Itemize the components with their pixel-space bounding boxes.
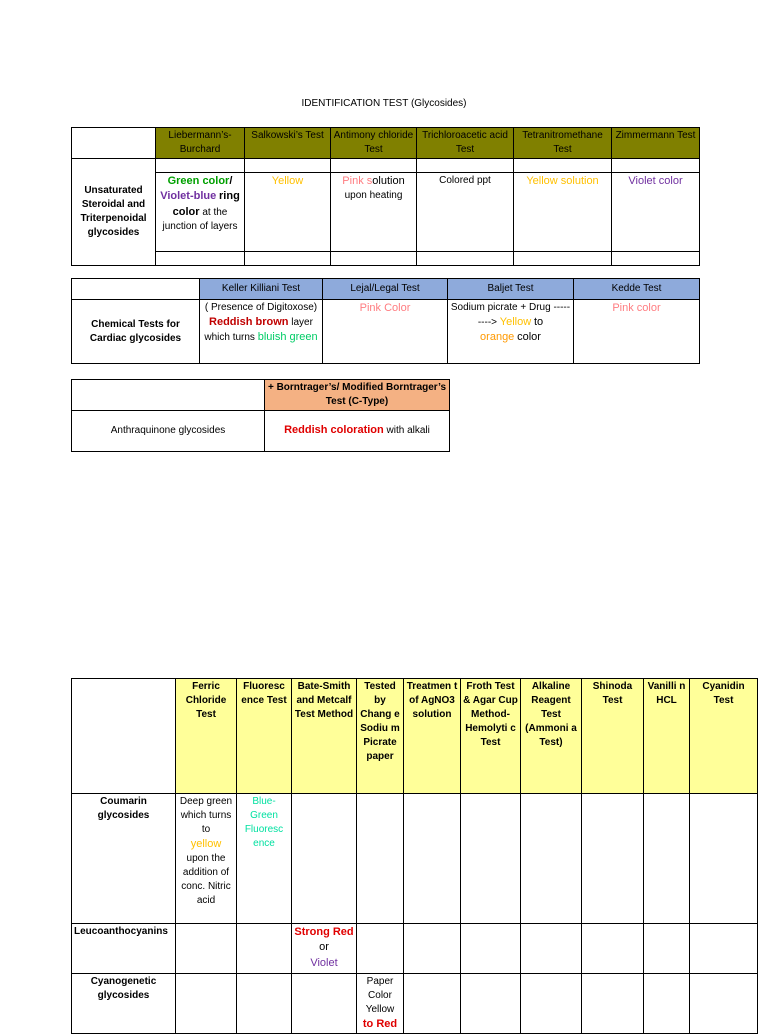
cell-zimmermann: Violet color: [612, 173, 700, 252]
header-legal: Lejal/Legal Test: [323, 279, 448, 300]
row-label-leucoanthocyanins: Leucoanthocyanins: [72, 924, 176, 974]
header-salkowski: Salkowski’s Test: [245, 128, 331, 159]
cell-tca: Colored ppt: [417, 173, 514, 252]
cell-tnm: Yellow solution: [514, 173, 612, 252]
header-ferric: Ferric Chloride Test: [176, 679, 237, 794]
header-alkaline: Alkaline Reagent Test (Ammoni a Test): [521, 679, 582, 794]
header-vanillin: Vanilli n HCL: [644, 679, 690, 794]
header-keller: Keller Killiani Test: [200, 279, 323, 300]
empty-cell: [72, 128, 156, 159]
row-label-steroidal: Unsaturated Steroidal and Triterpenoidal glycosides: [72, 159, 156, 266]
header-cyanidin: Cyanidin Test: [690, 679, 758, 794]
row-label-coumarin: Coumarin glycosides: [72, 794, 176, 924]
header-picrate: Tested by Chang e Sodiu m Picrate paper: [357, 679, 404, 794]
cell-keller: ( Presence of Digitoxose) Reddish brown layer which turns bluish green: [200, 300, 323, 364]
cell-baljet: Sodium picrate + Drug ---------> Yellow to orange color: [448, 300, 574, 364]
cell-cyano-picrate: Paper Color Yellow to Red: [357, 974, 404, 1034]
cell-legal: Pink Color: [323, 300, 448, 364]
cell-salkowski: Yellow: [245, 173, 331, 252]
empty-cell: [72, 380, 265, 411]
cell-leuco-bate-smith: Strong Red or Violet: [292, 924, 357, 974]
cell-coumarin-ferric: Deep green which turns to yellow upon the addition of conc. Nitric acid: [176, 794, 237, 924]
empty-cell: [72, 279, 200, 300]
header-tca: Trichloroacetic acid Test: [417, 128, 514, 159]
cell-borntrager: Reddish coloration with alkali: [265, 411, 450, 452]
header-liebermann: Liebermann’s-Burchard: [156, 128, 245, 159]
header-zimmermann: Zimmermann Test: [612, 128, 700, 159]
header-baljet: Baljet Test: [448, 279, 574, 300]
other-glycosides-table: [71, 678, 758, 1034]
header-agno3: Treatmen t of AgNO3 solution: [404, 679, 461, 794]
cell-liebermann: Green color/ Violet-blue ring color at the junction of layers: [156, 173, 245, 252]
row-label-cyanogenetic: Cyanogenetic glycosides: [72, 974, 176, 1034]
header-shinoda: Shinoda Test: [582, 679, 644, 794]
page-title: IDENTIFICATION TEST (Glycosides): [301, 98, 467, 109]
header-bate-smith: Bate-Smith and Metcalf Test Method: [292, 679, 357, 794]
header-kedde: Kedde Test: [574, 279, 700, 300]
anthraquinone-tests-table: [71, 379, 450, 452]
cell-coumarin-fluorescence: Blue-Green Fluoresc ence: [237, 794, 292, 924]
header-froth: Froth Test & Agar Cup Method- Hemolyti c Test: [461, 679, 521, 794]
header-tnm: Tetranitromethane Test: [514, 128, 612, 159]
header-antimony: Antimony chloride Test: [331, 128, 417, 159]
steroidal-tests-table: [71, 127, 700, 266]
header-fluorescence: Fluoresc ence Test: [237, 679, 292, 794]
empty-cell: [72, 679, 176, 794]
cardiac-tests-table: [71, 278, 700, 364]
header-borntrager: + Borntrager’s/ Modified Borntrager’s Test (C-Type): [265, 380, 450, 411]
row-label-cardiac: Chemical Tests for Cardiac glycosides: [72, 300, 200, 364]
row-label-anthraquinone: Anthraquinone glycosides: [72, 411, 265, 452]
cell-kedde: Pink color: [574, 300, 700, 364]
cell-antimony: Pink solution upon heating: [331, 173, 417, 252]
